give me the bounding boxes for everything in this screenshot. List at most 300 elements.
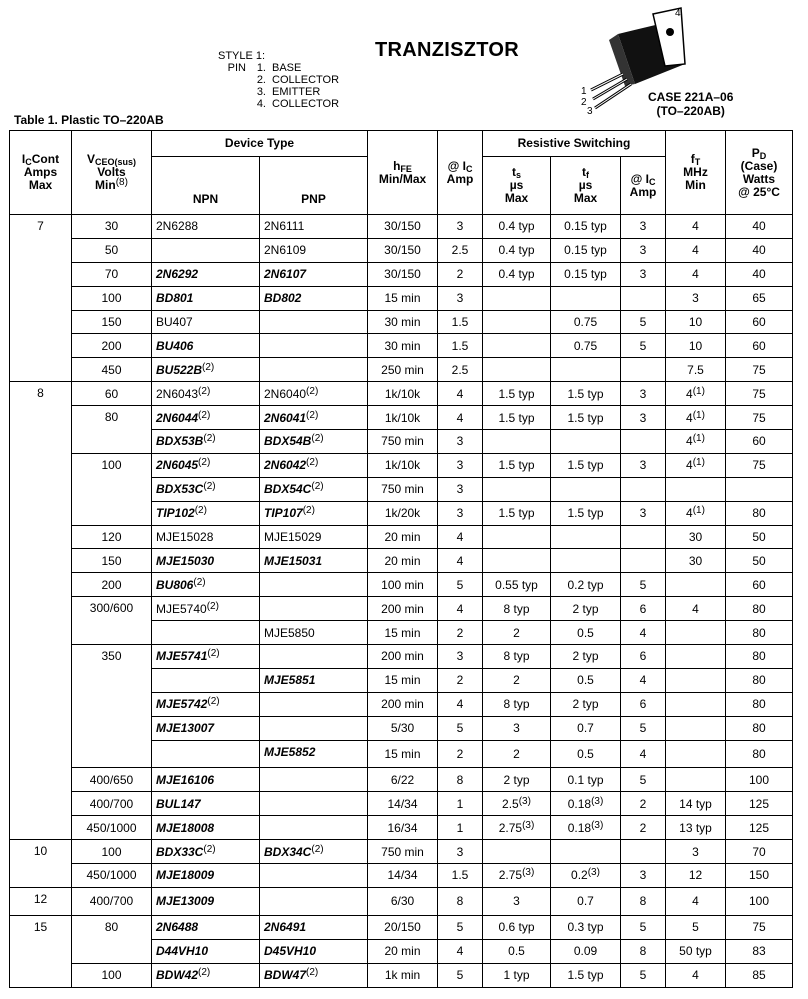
- sw-ic-cell: 3: [621, 453, 666, 477]
- tf-cell: 1.5 typ: [551, 453, 621, 477]
- pnp-part-cell: $BDX34C^{(2)}$: [260, 840, 368, 864]
- hfe-cell: 6/30: [368, 887, 438, 915]
- npn-part-cell: 2N6488: [152, 915, 260, 939]
- sw-ic-cell: 5: [621, 963, 666, 987]
- ts-cell: 3: [483, 887, 551, 915]
- ft-cell: [666, 692, 726, 716]
- tf-cell: 0.18$^{(3)}$: [551, 816, 621, 840]
- ts-cell: 0.4 typ: [483, 262, 551, 286]
- pd-cell: 60: [726, 573, 793, 597]
- ts-cell: 2 typ: [483, 768, 551, 792]
- ts-cell: 3: [483, 716, 551, 740]
- ic-cont-cell: 8: [10, 382, 72, 840]
- vceo-cell: 400/700: [72, 887, 152, 915]
- ft-cell: [666, 768, 726, 792]
- ft-cell: 30: [666, 549, 726, 573]
- tf-cell: 1.5 typ: [551, 406, 621, 430]
- at-ic-cell: 5: [438, 716, 483, 740]
- hfe-cell: 20 min: [368, 549, 438, 573]
- table-row: [10, 382, 793, 406]
- ts-cell: 0.4 typ: [483, 215, 551, 239]
- ts-cell: 2: [483, 668, 551, 692]
- pin-name: EMITTER: [272, 86, 321, 98]
- hfe-cell: 250 min: [368, 358, 438, 382]
- at-ic-cell: 3: [438, 430, 483, 454]
- vceo-cell: 80: [72, 406, 152, 454]
- sw-ic-cell: 4: [621, 668, 666, 692]
- pin-label-1: 1: [581, 86, 587, 97]
- sw-ic-cell: 6: [621, 597, 666, 621]
- ft-cell: [666, 668, 726, 692]
- table-row: [10, 840, 793, 864]
- header-sw-ic: @ $I_C$ Amp: [621, 157, 666, 215]
- sw-ic-cell: 4: [621, 740, 666, 768]
- pd-cell: 80: [726, 668, 793, 692]
- vceo-cell: 60: [72, 382, 152, 406]
- at-ic-cell: 4: [438, 525, 483, 549]
- table-row: [10, 358, 793, 382]
- hfe-cell: 200 min: [368, 597, 438, 621]
- hfe-cell: 5/30: [368, 716, 438, 740]
- vceo-cell: 300/600: [72, 597, 152, 645]
- at-ic-cell: 3: [438, 645, 483, 669]
- at-ic-cell: 2: [438, 740, 483, 768]
- npn-part-cell: MJE18009: [152, 864, 260, 888]
- hfe-cell: 750 min: [368, 430, 438, 454]
- tf-cell: 0.15 typ: [551, 238, 621, 262]
- pd-cell: 80: [726, 645, 793, 669]
- sw-ic-cell: 4: [621, 621, 666, 645]
- at-ic-cell: 4: [438, 597, 483, 621]
- npn-part-cell: $BDX53B^{(2)}$: [152, 430, 260, 454]
- npn-part-cell: BU406: [152, 334, 260, 358]
- ft-cell: 4: [666, 963, 726, 987]
- tf-cell: 0.2 typ: [551, 573, 621, 597]
- pin-number: 3.: [256, 86, 266, 98]
- header-npn: NPN: [152, 157, 260, 215]
- hfe-cell: 30 min: [368, 334, 438, 358]
- header-device-type: Device Type: [152, 131, 368, 157]
- pd-cell: 100: [726, 887, 793, 915]
- pnp-part-cell: MJE15031: [260, 549, 368, 573]
- table-row: [10, 406, 793, 430]
- hfe-cell: 16/34: [368, 816, 438, 840]
- style-label: STYLE 1:: [218, 50, 266, 62]
- ft-cell: 3: [666, 286, 726, 310]
- npn-part-cell: MJE13007: [152, 716, 260, 740]
- vceo-cell: 100: [72, 286, 152, 310]
- hfe-cell: 30 min: [368, 310, 438, 334]
- hfe-cell: 15 min: [368, 668, 438, 692]
- ic-cont-cell: 12: [10, 887, 72, 915]
- at-ic-cell: 2: [438, 621, 483, 645]
- vceo-cell: 400/650: [72, 768, 152, 792]
- tf-cell: 2 typ: [551, 645, 621, 669]
- pd-cell: 150: [726, 864, 793, 888]
- npn-part-cell: MJE5740$^{(2)}$: [152, 597, 260, 621]
- vceo-cell: 450/1000: [72, 816, 152, 840]
- ft-cell: 10: [666, 334, 726, 358]
- ts-cell: [483, 334, 551, 358]
- hfe-cell: 14/34: [368, 792, 438, 816]
- npn-part-cell: BD801: [152, 286, 260, 310]
- table-row: [10, 262, 793, 286]
- at-ic-cell: 3: [438, 286, 483, 310]
- ic-cont-cell: 15: [10, 915, 72, 987]
- tf-cell: 0.3 typ: [551, 915, 621, 939]
- pin-label: PIN: [227, 62, 246, 74]
- npn-part-cell: BU806$^{(2)}$: [152, 573, 260, 597]
- table-row: [10, 887, 793, 915]
- ft-cell: [666, 477, 726, 501]
- table-row: [10, 286, 793, 310]
- pnp-part-cell: MJE15029: [260, 525, 368, 549]
- ts-cell: 8 typ: [483, 645, 551, 669]
- table-row: [10, 310, 793, 334]
- npn-part-cell: [152, 621, 260, 645]
- at-ic-cell: 2.5: [438, 238, 483, 262]
- hfe-cell: 15 min: [368, 740, 438, 768]
- table-row: [10, 645, 793, 669]
- pd-cell: 75: [726, 382, 793, 406]
- table-body: [10, 215, 793, 988]
- at-ic-cell: 1.5: [438, 864, 483, 888]
- sw-ic-cell: [621, 840, 666, 864]
- pd-cell: 80: [726, 501, 793, 525]
- hfe-cell: 750 min: [368, 840, 438, 864]
- hfe-cell: 1k min: [368, 963, 438, 987]
- pin-name: COLLECTOR: [272, 74, 340, 86]
- ts-cell: [483, 310, 551, 334]
- table-row: [10, 816, 793, 840]
- tf-cell: 0.5: [551, 668, 621, 692]
- at-ic-cell: 4: [438, 692, 483, 716]
- ts-cell: 2.75$^{(3)}$: [483, 864, 551, 888]
- tf-cell: 1.5 typ: [551, 501, 621, 525]
- pnp-part-cell: TIP107$^{(2)}$: [260, 501, 368, 525]
- header-tf: $t_f$ µs Max: [551, 157, 621, 215]
- transistor-spec-table: [9, 130, 793, 988]
- sw-ic-cell: 5: [621, 573, 666, 597]
- vceo-cell: 200: [72, 573, 152, 597]
- vceo-cell: 80: [72, 915, 152, 963]
- header-resistive-switching: Resistive Switching: [483, 131, 666, 157]
- table-row: [10, 963, 793, 987]
- ft-cell: 4: [666, 597, 726, 621]
- pnp-part-cell: [260, 310, 368, 334]
- pnp-part-cell: [260, 816, 368, 840]
- sw-ic-cell: [621, 430, 666, 454]
- tf-cell: [551, 549, 621, 573]
- at-ic-cell: 2: [438, 262, 483, 286]
- sw-ic-cell: 3: [621, 864, 666, 888]
- pd-cell: 80: [726, 740, 793, 768]
- tf-cell: 0.2$^{(3)}$: [551, 864, 621, 888]
- pnp-part-cell: $BDX54C^{(2)}$: [260, 477, 368, 501]
- ft-cell: 4: [666, 238, 726, 262]
- ts-cell: 2: [483, 621, 551, 645]
- header-ic-cont: $I_CCont$ Amps Max: [10, 131, 72, 215]
- pd-cell: 40: [726, 215, 793, 239]
- ft-cell: 12: [666, 864, 726, 888]
- table-row: [10, 549, 793, 573]
- vceo-cell: 450: [72, 358, 152, 382]
- sw-ic-cell: 5: [621, 768, 666, 792]
- table-row: [10, 334, 793, 358]
- tf-cell: 2 typ: [551, 597, 621, 621]
- ft-cell: [666, 716, 726, 740]
- tf-cell: 0.15 typ: [551, 215, 621, 239]
- hfe-cell: 30/150: [368, 262, 438, 286]
- ts-cell: 0.5: [483, 939, 551, 963]
- pnp-part-cell: [260, 334, 368, 358]
- npn-part-cell: [152, 668, 260, 692]
- pin-name: COLLECTOR: [272, 98, 340, 110]
- ft-cell: 5: [666, 915, 726, 939]
- npn-part-cell: 2N6292: [152, 262, 260, 286]
- ts-cell: [483, 430, 551, 454]
- pnp-part-cell: [260, 358, 368, 382]
- pnp-part-cell: [260, 864, 368, 888]
- at-ic-cell: 3: [438, 453, 483, 477]
- sw-ic-cell: 3: [621, 215, 666, 239]
- tf-cell: 0.7: [551, 887, 621, 915]
- at-ic-cell: 3: [438, 215, 483, 239]
- pd-cell: 50: [726, 549, 793, 573]
- at-ic-cell: 3: [438, 501, 483, 525]
- ft-cell: [666, 621, 726, 645]
- npn-part-cell: 2N6045$^{(2)}$: [152, 453, 260, 477]
- tf-cell: 0.7: [551, 716, 621, 740]
- sw-ic-cell: 5: [621, 915, 666, 939]
- ts-cell: 2.5$^{(3)}$: [483, 792, 551, 816]
- ts-cell: 1 typ: [483, 963, 551, 987]
- at-ic-cell: 5: [438, 573, 483, 597]
- table-row: [10, 597, 793, 621]
- pnp-part-cell: 2N6042$^{(2)}$: [260, 453, 368, 477]
- tf-cell: [551, 840, 621, 864]
- ts-cell: [483, 358, 551, 382]
- tf-cell: 2 typ: [551, 692, 621, 716]
- vceo-cell: 350: [72, 645, 152, 768]
- pnp-part-cell: MJE5852: [260, 740, 368, 768]
- ts-cell: [483, 525, 551, 549]
- ft-cell: 4: [666, 215, 726, 239]
- vceo-cell: 450/1000: [72, 864, 152, 888]
- vceo-cell: 50: [72, 238, 152, 262]
- pnp-part-cell: $BDX54B^{(2)}$: [260, 430, 368, 454]
- ts-cell: [483, 286, 551, 310]
- table-row: [10, 573, 793, 597]
- hfe-cell: 20 min: [368, 525, 438, 549]
- ft-cell: [666, 645, 726, 669]
- ts-cell: 0.55 typ: [483, 573, 551, 597]
- table-row: [10, 525, 793, 549]
- npn-part-cell: $BDX53C^{(2)}$: [152, 477, 260, 501]
- npn-part-cell: D44VH10: [152, 939, 260, 963]
- vceo-cell: 150: [72, 549, 152, 573]
- vceo-cell: 150: [72, 310, 152, 334]
- pin-label-3: 3: [587, 106, 593, 114]
- tf-cell: [551, 525, 621, 549]
- ft-cell: 13 typ: [666, 816, 726, 840]
- pnp-part-cell: [260, 645, 368, 669]
- pnp-part-cell: [260, 887, 368, 915]
- hfe-cell: 1k/10k: [368, 382, 438, 406]
- sw-ic-cell: 3: [621, 406, 666, 430]
- header-vceo: $V_{CEO(sus)}$ Volts Min$^{(8)}$: [72, 131, 152, 215]
- sw-ic-cell: 8: [621, 887, 666, 915]
- ts-cell: 2.75$^{(3)}$: [483, 816, 551, 840]
- pd-cell: 40: [726, 238, 793, 262]
- ts-cell: [483, 477, 551, 501]
- ft-cell: 4$^{(1)}$: [666, 453, 726, 477]
- hfe-cell: 15 min: [368, 621, 438, 645]
- sw-ic-cell: [621, 477, 666, 501]
- page-title: TRANZISZTOR: [375, 39, 520, 61]
- npn-part-cell: BUL147: [152, 792, 260, 816]
- ft-cell: 3: [666, 840, 726, 864]
- pnp-part-cell: 2N6040$^{(2)}$: [260, 382, 368, 406]
- tf-cell: 1.5 typ: [551, 963, 621, 987]
- ts-cell: 1.5 typ: [483, 453, 551, 477]
- ic-cont-cell: 7: [10, 215, 72, 382]
- tf-cell: [551, 430, 621, 454]
- vceo-cell: 100: [72, 840, 152, 864]
- table-row: [10, 453, 793, 477]
- pd-cell: 70: [726, 840, 793, 864]
- ft-cell: [666, 740, 726, 768]
- npn-part-cell: MJE13009: [152, 887, 260, 915]
- ft-cell: 7.5: [666, 358, 726, 382]
- sw-ic-cell: 2: [621, 816, 666, 840]
- pnp-part-cell: 2N6491: [260, 915, 368, 939]
- sw-ic-cell: 6: [621, 692, 666, 716]
- npn-part-cell: MJE16106: [152, 768, 260, 792]
- pnp-part-cell: 2N6111: [260, 215, 368, 239]
- tf-cell: [551, 477, 621, 501]
- hfe-cell: 200 min: [368, 645, 438, 669]
- case-package: (TO–220AB): [656, 104, 725, 118]
- sw-ic-cell: 2: [621, 792, 666, 816]
- ft-cell: 14 typ: [666, 792, 726, 816]
- ts-cell: 1.5 typ: [483, 406, 551, 430]
- pin-label-4: 4: [675, 8, 681, 19]
- ic-cont-cell: 10: [10, 840, 72, 888]
- table-row: [10, 768, 793, 792]
- tf-cell: 0.75: [551, 334, 621, 358]
- pnp-part-cell: MJE5851: [260, 668, 368, 692]
- pnp-part-cell: 2N6041$^{(2)}$: [260, 406, 368, 430]
- pd-cell: 75: [726, 406, 793, 430]
- sw-ic-cell: 5: [621, 716, 666, 740]
- ft-cell: 10: [666, 310, 726, 334]
- ts-cell: 1.5 typ: [483, 501, 551, 525]
- at-ic-cell: 8: [438, 768, 483, 792]
- ft-cell: 4$^{(1)}$: [666, 501, 726, 525]
- npn-part-cell: $BDX33C^{(2)}$: [152, 840, 260, 864]
- at-ic-cell: 4: [438, 939, 483, 963]
- pnp-part-cell: [260, 573, 368, 597]
- sw-ic-cell: 6: [621, 645, 666, 669]
- ft-cell: 4: [666, 887, 726, 915]
- pnp-part-cell: 2N6107: [260, 262, 368, 286]
- pd-cell: [726, 477, 793, 501]
- npn-part-cell: 2N6044$^{(2)}$: [152, 406, 260, 430]
- ft-cell: 4$^{(1)}$: [666, 430, 726, 454]
- tf-cell: 0.75: [551, 310, 621, 334]
- pd-cell: 125: [726, 792, 793, 816]
- pd-cell: 100: [726, 768, 793, 792]
- at-ic-cell: 1.5: [438, 334, 483, 358]
- at-ic-cell: 1: [438, 792, 483, 816]
- npn-part-cell: $BU522B^{(2)}$: [152, 358, 260, 382]
- sw-ic-cell: 3: [621, 501, 666, 525]
- pd-cell: 50: [726, 525, 793, 549]
- npn-part-cell: MJE15030: [152, 549, 260, 573]
- pin-label-2: 2: [581, 97, 587, 108]
- header-pd: $P_D$ (Case) Watts @ 25°C: [726, 131, 793, 215]
- npn-part-cell: [152, 740, 260, 768]
- pinout-legend: [218, 50, 339, 110]
- vceo-cell: 70: [72, 262, 152, 286]
- npn-part-cell: BU407: [152, 310, 260, 334]
- hfe-cell: 6/22: [368, 768, 438, 792]
- case-info: [648, 90, 733, 118]
- at-ic-cell: 5: [438, 963, 483, 987]
- pin-number: 2.: [256, 74, 266, 86]
- sw-ic-cell: [621, 525, 666, 549]
- hfe-cell: 20/150: [368, 915, 438, 939]
- sw-ic-cell: [621, 549, 666, 573]
- pd-cell: 60: [726, 430, 793, 454]
- npn-part-cell: BDW42$^{(2)}$: [152, 963, 260, 987]
- tf-cell: [551, 286, 621, 310]
- ft-cell: 4$^{(1)}$: [666, 406, 726, 430]
- tf-cell: 1.5 typ: [551, 382, 621, 406]
- at-ic-cell: 4: [438, 406, 483, 430]
- at-ic-cell: 8: [438, 887, 483, 915]
- npn-part-cell: MJE5741$^{(2)}$: [152, 645, 260, 669]
- table-caption: Table 1. Plastic TO–220AB: [14, 113, 164, 127]
- hfe-cell: 15 min: [368, 286, 438, 310]
- header-ft: $f_T$ MHz Min: [666, 131, 726, 215]
- pd-cell: 85: [726, 963, 793, 987]
- hfe-cell: 14/34: [368, 864, 438, 888]
- header-at-ic: @ $I_C$ Amp: [438, 131, 483, 215]
- sw-ic-cell: 3: [621, 262, 666, 286]
- pd-cell: 80: [726, 597, 793, 621]
- npn-part-cell: MJE15028: [152, 525, 260, 549]
- vceo-cell: 400/700: [72, 792, 152, 816]
- hfe-cell: 30/150: [368, 238, 438, 262]
- pnp-part-cell: 2N6109: [260, 238, 368, 262]
- tf-cell: [551, 358, 621, 382]
- table-row: [10, 215, 793, 239]
- at-ic-cell: 1.5: [438, 310, 483, 334]
- tf-cell: 0.18$^{(3)}$: [551, 792, 621, 816]
- ft-cell: 4: [666, 262, 726, 286]
- pd-cell: 83: [726, 939, 793, 963]
- at-ic-cell: 3: [438, 840, 483, 864]
- ts-cell: 1.5 typ: [483, 382, 551, 406]
- at-ic-cell: 4: [438, 382, 483, 406]
- tf-cell: 0.1 typ: [551, 768, 621, 792]
- table-row: [10, 915, 793, 939]
- table-row: [10, 792, 793, 816]
- pnp-part-cell: D45VH10: [260, 939, 368, 963]
- pd-cell: 80: [726, 692, 793, 716]
